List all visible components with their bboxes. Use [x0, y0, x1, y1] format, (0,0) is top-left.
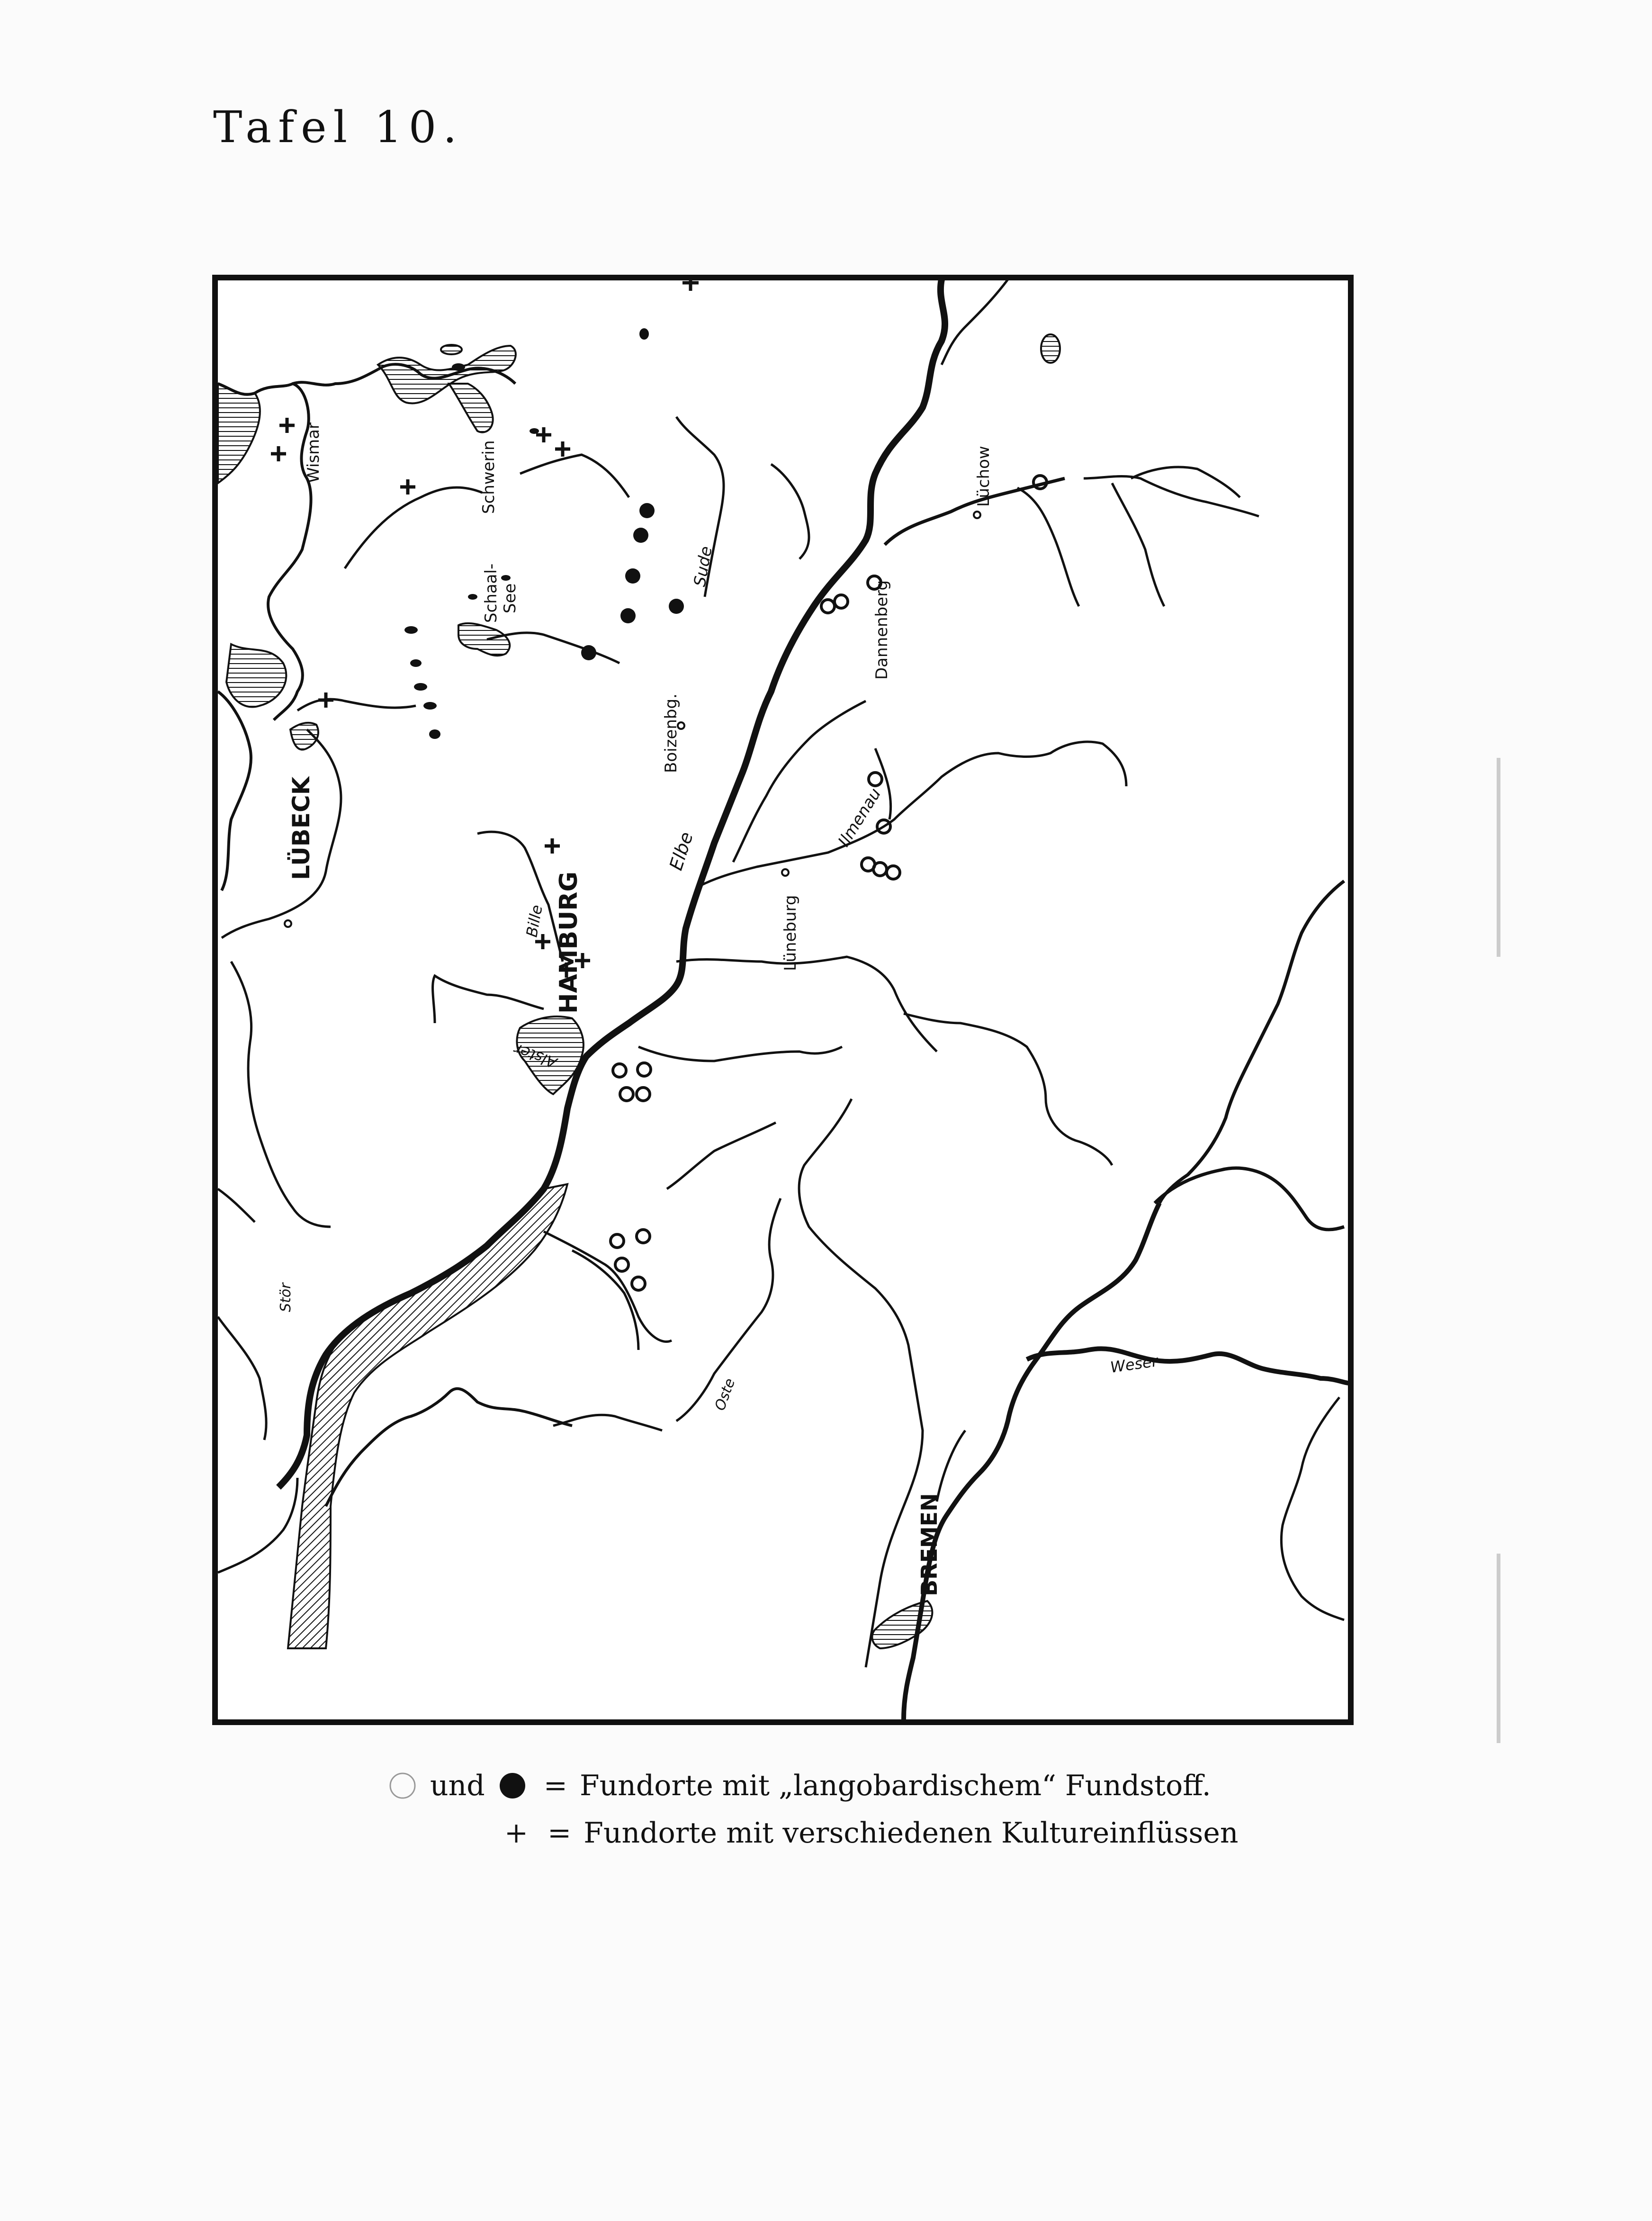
find-filled: [633, 528, 648, 543]
city-label-luebeck: LÜBECK: [287, 776, 315, 880]
binding-mark-lower: [1497, 1554, 1500, 1743]
legend-equals: =: [548, 1816, 572, 1850]
small-lake-8: [423, 702, 437, 710]
find-filled: [639, 503, 655, 518]
map-svg: [212, 275, 1354, 1725]
legend-conjunction: und: [430, 1769, 485, 1802]
river-label-oste: Oste: [711, 1376, 739, 1413]
place-label-lueneburg: Lüneburg: [781, 895, 800, 971]
place-label-boizenburg: Boizenbg.: [662, 693, 681, 773]
find-filled: [620, 608, 636, 623]
legend-row-cultural: [384, 1809, 1284, 1857]
small-lake-5: [404, 626, 418, 634]
city-label-bremen: BREMEN: [916, 1493, 942, 1596]
place-label-schwerin: Schwerin: [479, 440, 498, 514]
small-lake-2: [452, 363, 465, 371]
place-label-schaalsee-2: See: [501, 583, 520, 613]
legend-row-langobard: [384, 1762, 1284, 1809]
small-lake-3: [639, 328, 649, 340]
river-label-alster: Alster: [512, 1040, 559, 1072]
find-filled: [581, 645, 596, 660]
plate-title: Tafel 10.: [213, 102, 464, 153]
small-lake-7: [414, 683, 427, 691]
small-lake-10: [468, 594, 477, 600]
river-label-ilmenau: Ilmenau: [834, 785, 885, 850]
open-circle-icon: [384, 1771, 422, 1800]
legend-equals: =: [543, 1769, 567, 1802]
legend-text-langobard: Fundorte mit „langobardischem“ Fundstoff.: [579, 1769, 1211, 1802]
find-filled: [669, 599, 684, 614]
legend-text-cultural: Fundorte mit verschiedenen Kultureinflüssen: [584, 1816, 1239, 1850]
small-lake-11: [530, 428, 539, 434]
map: [212, 275, 1354, 1725]
small-lake-6: [410, 659, 422, 667]
small-lake-9: [429, 729, 440, 739]
river-label-elbe: Elbe: [665, 829, 697, 873]
filled-circle-icon: [494, 1771, 531, 1800]
binding-mark-upper: [1497, 758, 1500, 957]
river-label-weser: Weser: [1109, 1352, 1159, 1376]
small-lake-12: [501, 575, 511, 581]
find-filled: [625, 568, 640, 584]
river-label-bille: Bille: [522, 903, 546, 939]
place-label-schaalsee-1: Schaal-: [482, 563, 501, 623]
city-label-hamburg: HAMBURG: [555, 871, 583, 1014]
small-lake-4: [1041, 334, 1060, 363]
small-lake-1: [441, 345, 462, 354]
cross-icon: +: [504, 1816, 529, 1850]
place-label-wismar: Wismar: [304, 423, 323, 483]
river-label-stoer: Stör: [278, 1283, 294, 1312]
river-label-sude: Sude: [690, 545, 716, 588]
place-label-dannenberg: Dannenberg: [872, 580, 891, 680]
legend: [384, 1762, 1284, 1857]
place-label-luechow: Lüchow: [974, 446, 993, 507]
